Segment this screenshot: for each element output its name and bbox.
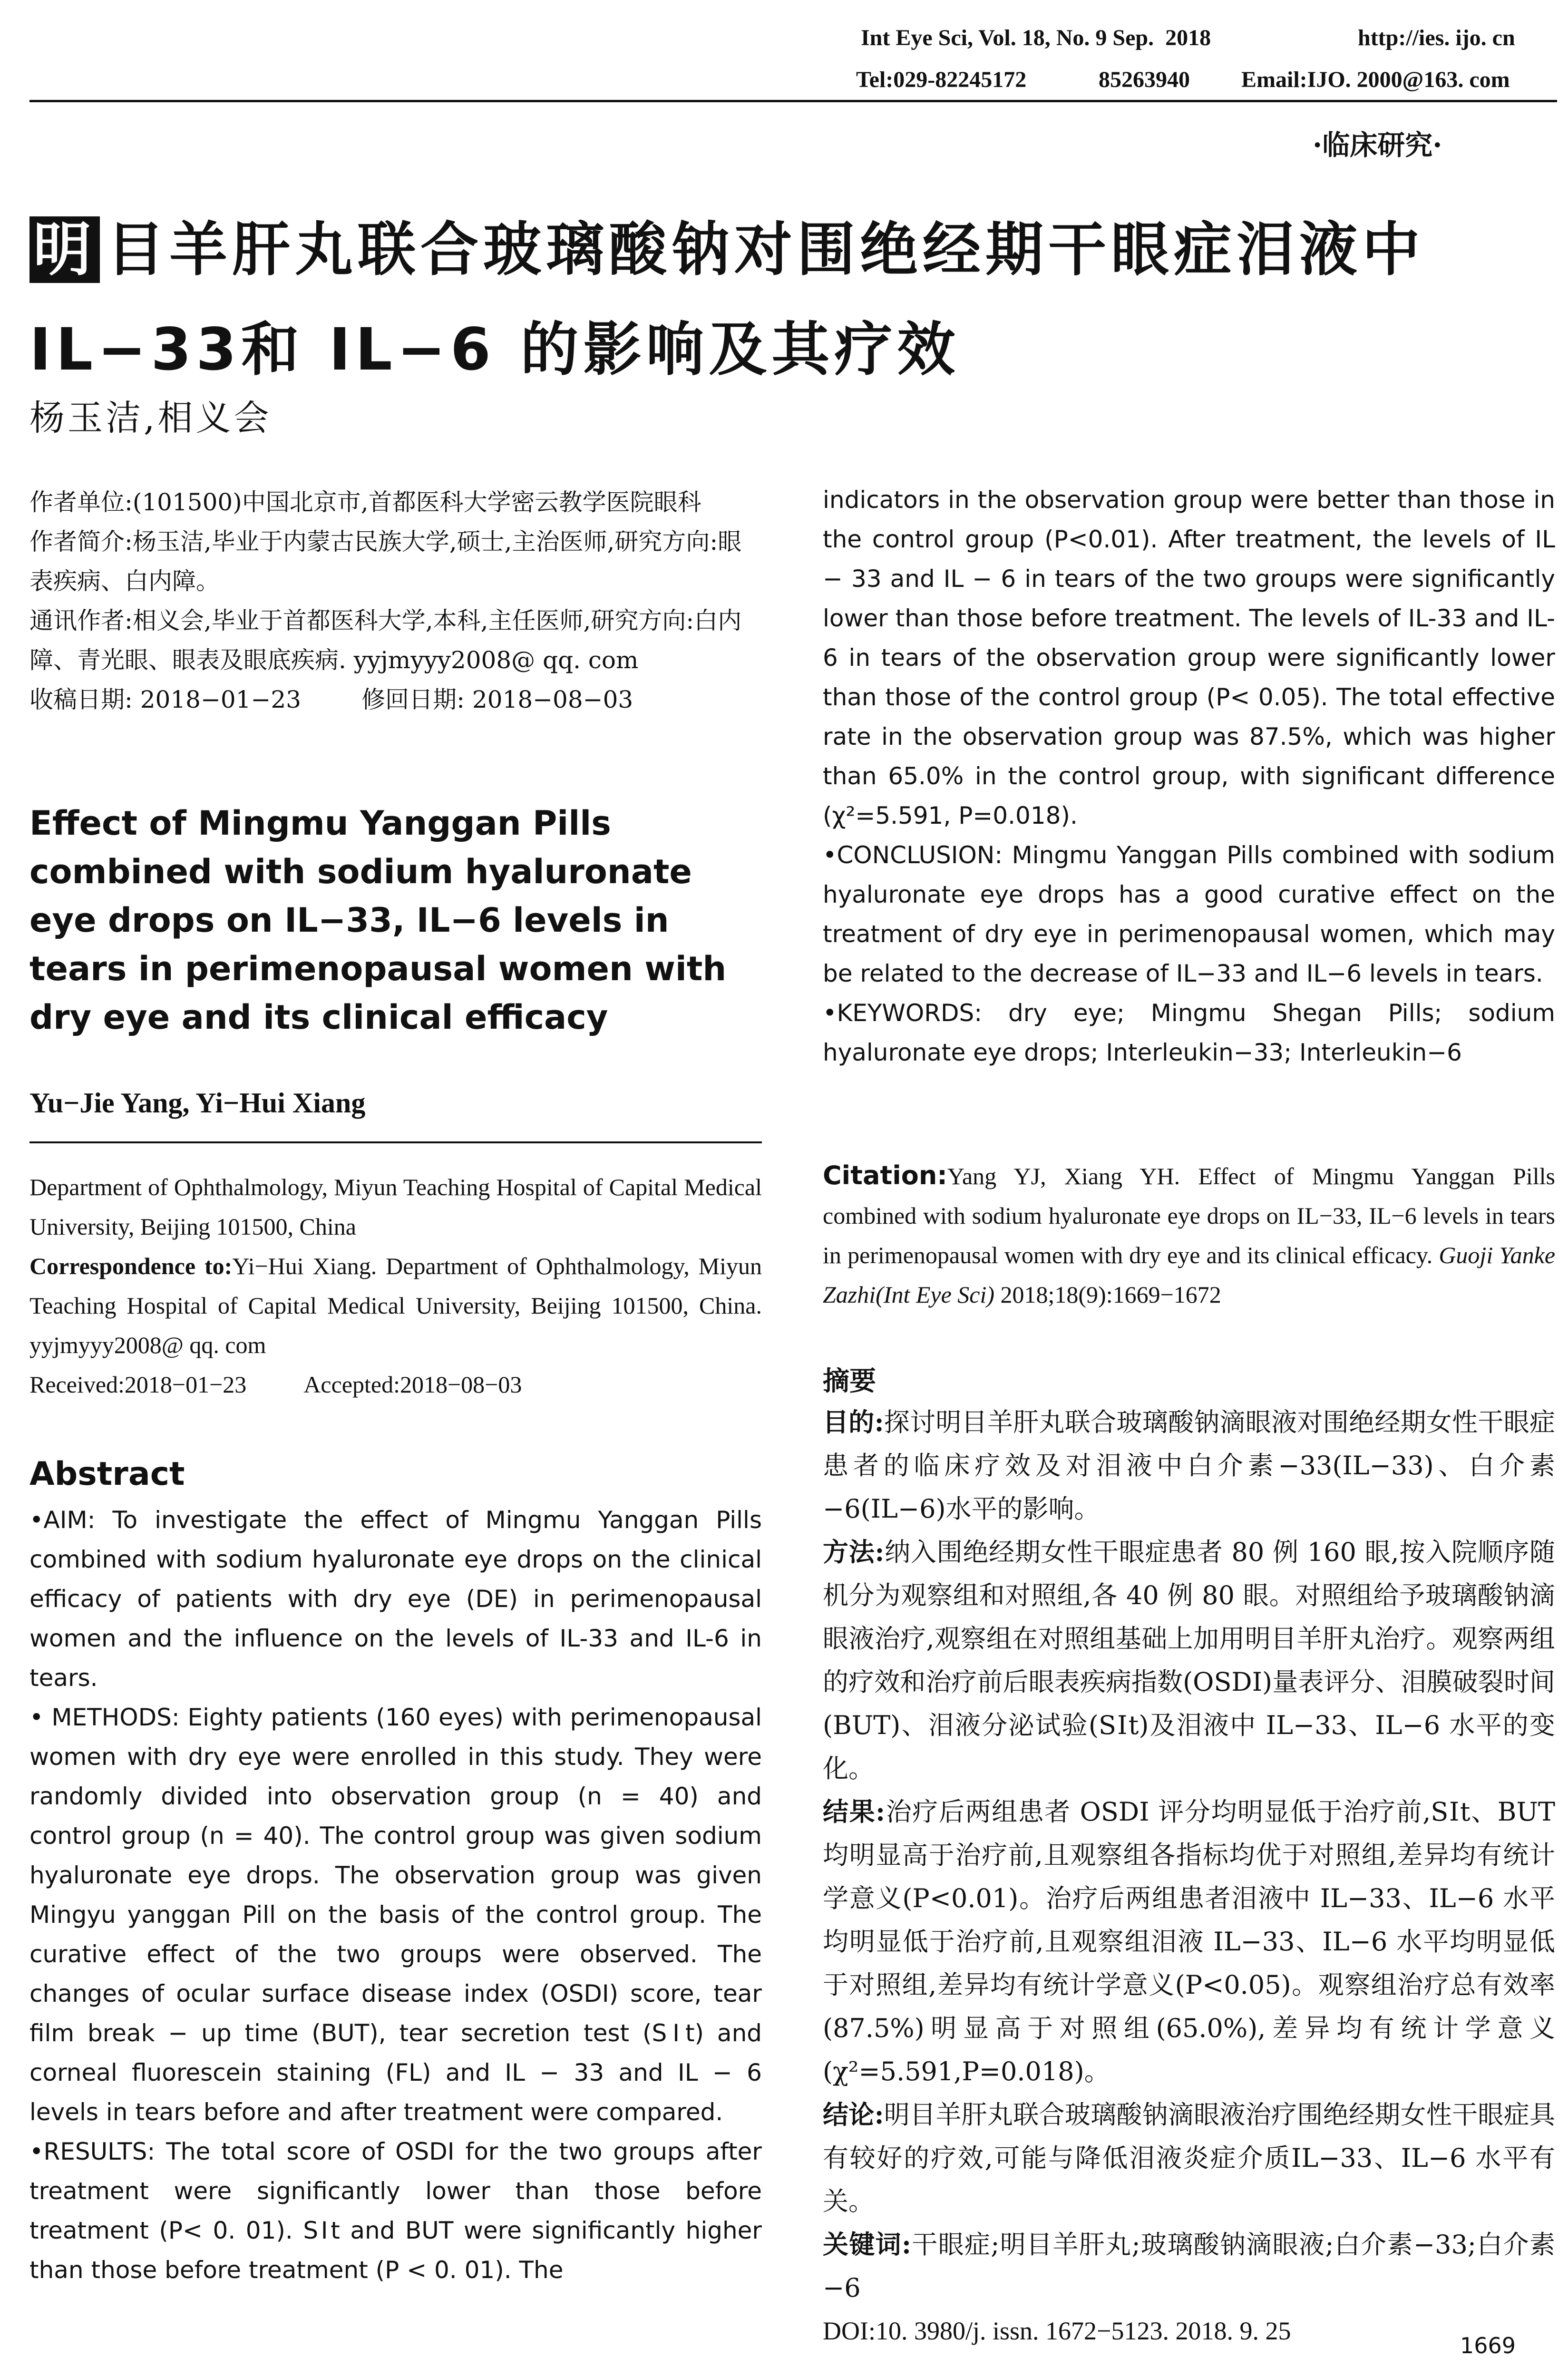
title-line-2: IL−33和 IL−6 的影响及其疗效 <box>29 316 960 383</box>
abstract-methods <box>29 1698 762 2132</box>
abstract-results <box>29 2132 762 2290</box>
cn-methods-label: 方法: <box>823 1537 885 1567</box>
cn-results <box>823 1790 1555 2093</box>
methods-label: • METHODS: <box>29 1704 180 1731</box>
cn-abstract-heading: 摘要 <box>823 1365 876 1397</box>
citation-ref: 2018;18(9):1669−1672 <box>1000 1281 1221 1308</box>
abstract-right <box>823 480 1555 1072</box>
cn-aim-label: 目的: <box>823 1407 884 1437</box>
author-info <box>29 483 762 720</box>
journal-tel: Tel:029-82245172 <box>856 67 1027 92</box>
correspondence <box>29 1247 762 1365</box>
journal-tel2: 85263940 <box>1099 67 1190 92</box>
correspondence-label: Correspondence to: <box>29 1253 233 1279</box>
abstract-left <box>29 1500 762 2290</box>
citation <box>823 1156 1555 1315</box>
received-date: Received:2018−01−23 <box>29 1371 247 1398</box>
abstract-conclusion <box>823 836 1555 994</box>
cn-results-text: 治疗后两组患者 OSDI 评分均明显低于治疗前,SⅠt、BUT 均明显高于治疗前,且观察组各指标均优于对照组,差异均有统计学意义(P<0.01)。治疗后两组患者泪液中 IL−33、IL−6 水平均明显低于治疗前,且观察组泪液 IL−33、IL−6 水平均明显低于对照组,差异均有统计学意义(P<0.05)。观察组治疗总有效率(87.5%)明显高于对照组(65.0%),差异均有统计学意义(χ²=5.591,P=0.018)。 <box>823 1797 1555 2086</box>
article-title-cn <box>29 200 1557 399</box>
cn-keywords <box>823 2223 1555 2309</box>
department: Department of Ophthalmology, Miyun Teaching Hospital of Capital Medical University, Beijing 101500, China <box>29 1174 762 1240</box>
cn-conclusion-label: 结论: <box>823 2099 884 2130</box>
cn-aim-text: 探讨明目羊肝丸联合玻璃酸钠滴眼液对围绝经期女性干眼症患者的临床疗效及对泪液中白介素−33(IL−33)、白介素−6(IL−6)水平的影响。 <box>823 1407 1555 1524</box>
author-bio: 作者简介:杨玉洁,毕业于内蒙古民族大学,硕士,主治医师,研究方向:眼表疾病、白内障。 <box>29 528 742 595</box>
journal-info: Int Eye Sci, Vol. 18, No. 9 Sep. 2018 <box>861 25 1211 50</box>
results-text-right: indicators in the observation group were better than those in the control group (P<0.01). After treatment, the levels of IL − 33 and IL − 6 in tears of the two groups were significantly lower than those before treatment. The levels of IL-33 and IL-6 in tears of the observation group were significantly lower than those of the control group (P< 0.05). The total effective rate in the observation group was 87.5%, which was higher than 65.0% in the control group, with significant difference (χ²=5.591, P=0.018). <box>823 486 1555 829</box>
received-dates-cn: 收稿日期: 2018−01−23 修回日期: 2018−08−03 <box>29 686 633 713</box>
corresponding-author: 通讯作者:相义会,毕业于首都医科大学,本科,主任医师,研究方向:白内障、青光眼、眼表及眼底疾病. yyjmyyy2008@ qq. com <box>29 607 742 674</box>
results-label: •RESULTS: <box>29 2138 156 2165</box>
keywords-text: dry eye; Mingmu Shegan Pills; sodium hyaluronate eye drops; Interleukin−33; Interleukin−6 <box>823 999 1555 1066</box>
cn-keywords-text: 干眼症;明目羊肝丸;玻璃酸钠滴眼液;白介素−33;白介素−6 <box>823 2230 1555 2303</box>
doi: DOI:10. 3980/j. issn. 1672−5123. 2018. 9. 25 <box>823 2317 1291 2345</box>
results-text-left: The total score of OSDI for the two groups after treatment were significantly lower than those before treatment (P< 0. 01). SⅠt and BUT were significantly higher than those before treatment (P < 0. 01). The <box>29 2138 762 2284</box>
section-tag: ·临床研究· <box>1313 129 1442 161</box>
cn-keywords-label: 关键词: <box>823 2229 911 2260</box>
conclusion-text: Mingmu Yanggan Pills combined with sodium hyaluronate eye drops has a good curative effect on the treatment of dry eye in perimenopausal women, which may be related to the decrease of IL−33 and IL−6 levels in tears. <box>823 841 1555 987</box>
title-line-1: 目羊肝丸联合玻璃酸钠对围绝经期干眼症泪液中 <box>107 216 1425 283</box>
cn-aim <box>823 1401 1555 1530</box>
page-number: 1669 <box>1460 2333 1516 2358</box>
cn-methods-text: 纳入围绝经期女性干眼症患者 80 例 160 眼,按入院顺序随机分为观察组和对照组,各 40 例 80 眼。对照组给予玻璃酸钠滴眼液治疗,观察组在对照组基础上加用明目羊肝丸治疗。观察两组的疗效和治疗前后眼表疾病指数(OSDI)量表评分、泪膜破裂时间(BUT)、泪液分泌试验(SⅠt)及泪液中 IL−33、IL−6 水平的变化。 <box>823 1537 1556 1783</box>
cn-conclusion <box>823 2093 1555 2223</box>
accepted-date: Accepted:2018−08−03 <box>303 1371 522 1398</box>
cn-methods <box>823 1530 1555 1790</box>
keywords-label: •KEYWORDS: <box>823 999 983 1027</box>
correspondence-text: Yi−Hui Xiang. Department of Ophthalmology, Miyun Teaching Hospital of Capital Medical University, Beijing 101500, China. yyjmyyy2008@ qq. com <box>29 1253 762 1358</box>
cn-conclusion-text: 明目羊肝丸联合玻璃酸钠滴眼液治疗围绝经期女性干眼症具有较好的疗效,可能与降低泪液炎症介质IL−33、IL−6 水平有关。 <box>823 2100 1555 2216</box>
conclusion-label: •CONCLUSION: <box>823 841 1003 869</box>
journal-email: Email:IJO. 2000@163. com <box>1241 67 1510 92</box>
citation-text: Yang YJ, Xiang YH. Effect of Mingmu Yanggan Pills combined with sodium hyaluronate eye drops on IL−33, IL−6 levels in tears in perimenopausal women with dry eye and its clinical efficacy. <box>823 1163 1555 1268</box>
abstract-keywords <box>823 994 1555 1072</box>
cn-abstract <box>823 1401 1555 2353</box>
authors-en: Yu−Jie Yang, Yi−Hui Xiang <box>29 1087 366 1119</box>
received-dates-en <box>29 1365 762 1404</box>
authors-cn: 杨玉洁,相义会 <box>29 398 272 438</box>
authors-rule <box>29 1141 762 1143</box>
aim-text: To investigate the effect of Mingmu Yanggan Pills combined with sodium hyaluronate eye drops on the clinical efficacy of patients with dry eye (DE) in perimenopausal women and the influence on the levels of IL-33 and IL-6 in tears. <box>29 1506 762 1692</box>
article-title-en: Effect of Mingmu Yanggan Pills combined with sodium hyaluronate eye drops on IL−33, IL−6 levels in tears in perimenopausal women with dry eye and its clinical efficacy <box>29 804 727 1037</box>
affiliation <box>29 1168 762 1404</box>
aim-label: •AIM: <box>29 1506 96 1534</box>
header-rule <box>29 100 1557 102</box>
journal-url: http://ies. ijo. cn <box>1358 25 1515 50</box>
methods-text: Eighty patients (160 eyes) with perimenopausal women with dry eye were enrolled in this study. They were randomly divided into observation group (n = 40) and control group (n = 40). The control group was given sodium hyaluronate eye drops. The observation group was given Mingyu yanggan Pill on the basis of the control group. The curative effect of the two groups were observed. The changes of ocular surface disease index (OSDI) score, tear film break − up time (BUT), tear secretion test (SⅠt) and corneal fluorescein staining (FL) and IL − 33 and IL − 6 levels in tears before and after treatment were compared. <box>29 1704 762 2126</box>
abstract-aim <box>29 1500 762 1698</box>
citation-journal: Guoji Yanke Zazhi(Int Eye Sci) <box>823 1242 1556 1308</box>
author-unit: 作者单位:(101500)中国北京市,首都医科大学密云教学医院眼科 <box>29 488 701 516</box>
title-drop-mark: 明 <box>29 216 100 283</box>
citation-label: Citation: <box>823 1160 947 1190</box>
cn-results-label: 结果: <box>823 1796 886 1827</box>
abstract-heading: Abstract <box>29 1455 185 1493</box>
